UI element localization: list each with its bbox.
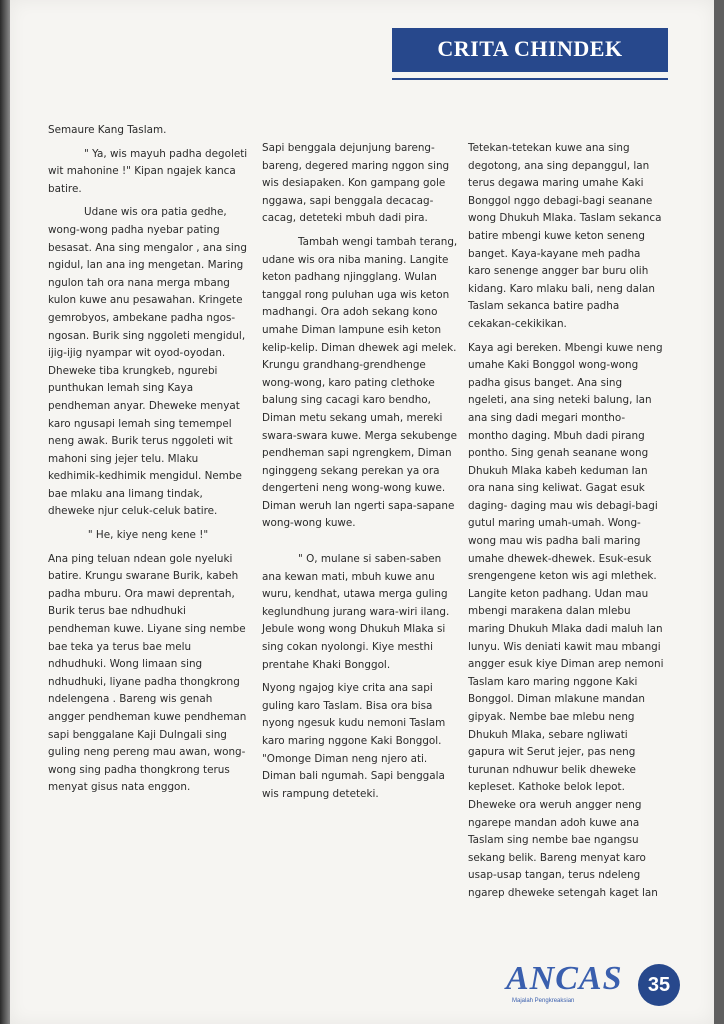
- paragraph: Semaure Kang Taslam.: [48, 124, 167, 136]
- page-edge: [0, 0, 10, 1024]
- logo-text: ANCAS: [506, 960, 623, 997]
- paragraph: Tambah wengi tambah terang, udane wis ora niba maning. Langite keton padhang njingglang. Wulan tanggal rong puluhan uga wis keton madhangi. Ora adoh sekang kono umahe Diman lampune esih keton kelip-kelip. Diman dhewek agi melek. Krungu grandhang-grendhenge wong-wong, karo pating clethoke balung sing cacagi karo bendho, Diman metu sekang umah, mereki swara-swara kuwe. Merga sekubenge pendheman sapi ngrengkem, Diman nginggeng sekang perekan ya ora dengerteni neng wong-wong kuwe. Diman weruh lan ngerti sapa-sapane wong-wong kuwe.: [262, 235, 458, 530]
- page-number: 35: [638, 964, 680, 1006]
- text-column-1: [48, 122, 248, 803]
- header-underline: [392, 78, 668, 80]
- logo-subtitle: Majalah Pengkreaksian: [512, 998, 575, 1004]
- paragraph: " He, kiye neng kene !": [87, 529, 209, 542]
- magazine-logo: [506, 960, 696, 1012]
- paragraph: Nyong ngajog kiye crita ana sapi guling karo Taslam. Bisa ora bisa nyong ngesuk kudu nemoni Taslam karo maring nggone Kaki Bonggol. "Omonge Diman neng njero ati. Diman bali ngumah. Sapi benggala wis rampung deteteki.: [262, 682, 446, 800]
- paragraph: Tetekan-tetekan kuwe ana sing degotong, ana sing depanggul, lan terus degawa maring umahe Kaki Bonggol nggo debagi-bagi seanane wong Dhukuh Mlaka. Taslam sekanca batire mbengi kuwe keton seneng banget. Kaya-kayane meh padha karo senenge angger bar buru olih kidang. Karo mlaku bali, neng dalan Taslam sekanca batire padha cekakan-cekikikan.: [468, 142, 662, 330]
- section-title: CRITA CHINDEK: [437, 36, 623, 61]
- text-column-3: [468, 140, 664, 909]
- text-column-2: [262, 140, 458, 809]
- paragraph: Kaya agi bereken. Mbengi kuwe neng umahe Kaki Bonggol wong-wong padha gisus banget. Ana sing ngeleti, ana sing neteki balung, lan ana sing dadi megari montho-montho daging. Mbuh dadi pirang pontho. Sing genah seanane wong Dhukuh Mlaka kabeh keduman lan ora nana sing keliwat. Gagat esuk daging- daging mau wis debagi-bagi gutul maring umah-umah. Wong-wong mau wis padha bali maring umahe dhewek-dhewek. Esuk-esuk srengengene keton wis agi mlethek. Langite keton padhang. Udan mau mbengi marakena dalan mlebu maring Dhukuh Mlaka dadi maluh lan lunyu. Wis deniati kawit mau mbangi angger esuk kiye Diman arep nemoni Taslam karo maring nggone Kaki Bonggol. Diman mlakune mandan gipyak. Nembe bae mlebu neng Dhukuh Mlaka, sebare ngliwati gapura wit Serut jejer, pas neng turunan ndhuwur belik dheweke kepleset. Kathoke belok lepot. Dheweke ora weruh angger neng ngarepe mandan adoh kuwe ana Taslam sing nembe bae ngangsu sekang belik. Bareng menyat karo usap-usap tangan, terus ndeleng ngarep dheweke setengah kaget lan: [468, 341, 664, 899]
- paragraph: " O, mulane si saben-saben ana kewan mati, mbuh kuwe anu wuru, kendhat, utawa merga guling keglundhung jurang wara-wiri ilang. Jebule wong wong Dhukuh Mlaka si sing cokan nyolongi. Kiye mesthi prentahe Khaki Bonggol.: [262, 553, 450, 671]
- paragraph: Sapi benggala dejunjung bareng-bareng, degered maring nggon sing wis desiapaken. Kon gampang gole nggawa, sapi benggala decacag-cacag, deteteki mbuh dadi pira.: [262, 142, 450, 225]
- paragraph: " Ya, wis mayuh padha degoleti wit mahonine !" Kipan ngajek kanca batire.: [48, 147, 248, 195]
- paragraph: Ana ping teluan ndean gole nyeluki batire. Krungu swarane Burik, kabeh padha mburu. Ora mawi deprentah, Burik terus bae ndhudhuki pendheman kuwe. Liyane sing nembe bae teka ya terus bae melu ndhudhuki. Wong limaan sing ndhudhuki, liyane padha thongkrong ndelengena . Bareng wis genah angger pendheman kuwe pendheman sapi benggalane Kaji Dulngali sing guling neng pereng mau awan, wong-wong sing padha thongkrong terus menyat gisus nata enggon.: [48, 552, 247, 794]
- paragraph: Udane wis ora patia gedhe, wong-wong padha nyebar pating besasat. Ana sing mengalor , ana sing ngidul, lan ana ing mengetan. Maring ngulon tah ora nana merga mbang kulon kuwe anu pesawahan. Kringete gemrobyos, ambekane padha ngos-ngosan. Burik sing nggoleti mengidul, ijig-ijig nyampar wit oyod-oyodan. Dheweke tiba krungkeb, ngurebi punthukan lemah sing Kaya pendheman anyar. Dheweke menyat karo ngusapi lemah sing temempel neng awak. Burik terus nggoleti wit mahoni sing jejer telu. Mlaku kedhimik-kedhimik mengidul. Nembe bae mlaku ana limang tindak, dheweke njur celuk-celuk batire.: [48, 206, 247, 518]
